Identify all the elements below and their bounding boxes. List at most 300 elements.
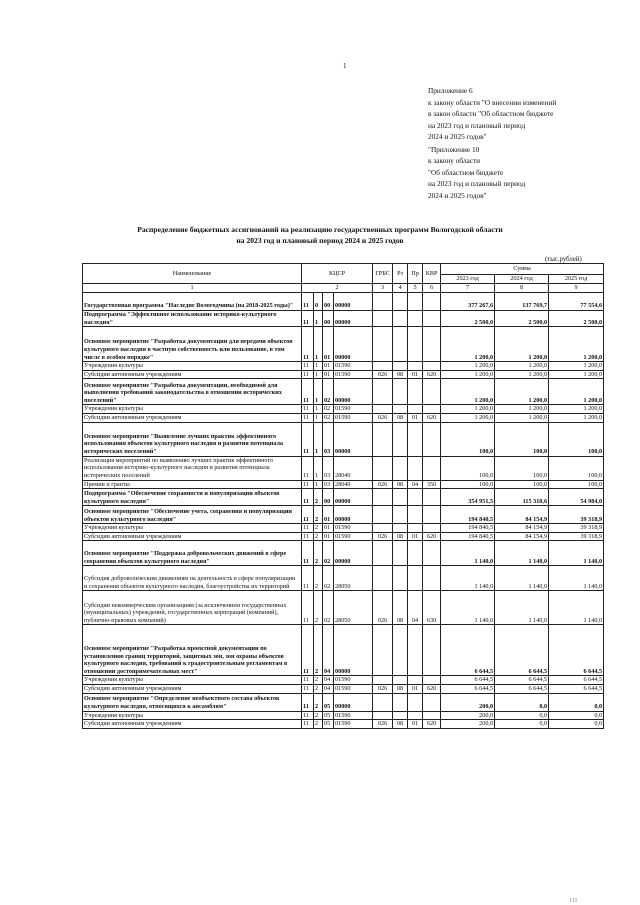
row-name: Основное мероприятие "Разработка документации для передачи объектов культурного наследия в частную собственность или пользование, в том числе в особом порядке" bbox=[83, 327, 302, 362]
amount-2025: 1 200,0 bbox=[549, 362, 604, 371]
table-row bbox=[83, 422, 604, 456]
kvr-code bbox=[423, 711, 441, 720]
kcsr-code: 01590 bbox=[334, 676, 373, 685]
kvr-code bbox=[423, 541, 441, 566]
corner-mark: 111 bbox=[569, 898, 578, 904]
grbs-code: 026 bbox=[373, 370, 393, 379]
kcsr-part: 2 bbox=[314, 693, 323, 711]
table-row bbox=[83, 379, 604, 405]
kvr-code bbox=[423, 566, 441, 591]
kcsr-part: 02 bbox=[323, 379, 334, 405]
row-name: Основное мероприятие "Поддержка добровольческих движений в сфере сохранения объектов культурного наследия" bbox=[83, 541, 302, 566]
kcsr-part: 11 bbox=[302, 405, 314, 414]
kcsr-part: 02 bbox=[323, 591, 334, 625]
amount-2023: 1 200,0 bbox=[441, 370, 495, 379]
amount-2025: 6 644,5 bbox=[549, 684, 604, 693]
table-row bbox=[83, 370, 604, 379]
pr-code bbox=[408, 311, 423, 327]
kcsr-code: 00000 bbox=[334, 327, 373, 362]
grbs-code bbox=[373, 327, 393, 362]
amount-2024: 100,0 bbox=[495, 422, 549, 456]
amount-2023: 2 500,0 bbox=[441, 311, 495, 327]
column-number: 7 bbox=[441, 284, 495, 293]
amount-2024: 1 200,0 bbox=[495, 327, 549, 362]
kcsr-part: 0 bbox=[314, 293, 323, 311]
rz-code: 08 bbox=[393, 532, 408, 541]
grbs-code: 026 bbox=[373, 480, 393, 489]
row-name: Субсидии автономным учреждениям bbox=[83, 684, 302, 693]
table-row bbox=[83, 489, 604, 506]
grbs-code bbox=[373, 506, 393, 524]
table-row bbox=[83, 720, 604, 729]
amount-2023: 6 644,5 bbox=[441, 625, 495, 676]
pr-code bbox=[408, 506, 423, 524]
kcsr-part: 11 bbox=[302, 311, 314, 327]
table-row bbox=[83, 566, 604, 591]
appendix-line: "Об областном бюджете bbox=[428, 167, 504, 177]
kcsr-part: 03 bbox=[323, 480, 334, 489]
table-row bbox=[83, 327, 604, 362]
kvr-code: 620 bbox=[423, 370, 441, 379]
amount-2023: 1 200,0 bbox=[441, 405, 495, 414]
header-year-2024: 2024 год bbox=[495, 275, 549, 284]
kcsr-part: 11 bbox=[302, 293, 314, 311]
grbs-code bbox=[373, 293, 393, 311]
amount-2025: 0,0 bbox=[549, 711, 604, 720]
rz-code bbox=[393, 524, 408, 533]
row-name: Учреждения культуры bbox=[83, 362, 302, 371]
kcsr-part: 1 bbox=[314, 362, 323, 371]
kcsr-code: 28040 bbox=[334, 456, 373, 480]
kcsr-part: 00 bbox=[323, 489, 334, 506]
row-name: Основное мероприятие "Разработка проектной документации по установлению границ территорий, защитных зон, зон охраны объектов культурного наследия, требований к градостроительным регламентам в отношении достопримечательных мест" bbox=[83, 625, 302, 676]
amount-2023: 194 840,5 bbox=[441, 532, 495, 541]
kcsr-part: 03 bbox=[323, 456, 334, 480]
kcsr-part: 11 bbox=[302, 720, 314, 729]
rz-code bbox=[393, 676, 408, 685]
header-name: Наименование bbox=[83, 264, 302, 284]
row-name: Основное мероприятие "Выявление лучших практик эффективного использования объектов культурного наследия и развития потенциала исторических поселений" bbox=[83, 422, 302, 456]
rz-code: 08 bbox=[393, 591, 408, 625]
amount-2023: 377 267,6 bbox=[441, 293, 495, 311]
kvr-code bbox=[423, 362, 441, 371]
table-row bbox=[83, 711, 604, 720]
kcsr-part: 11 bbox=[302, 541, 314, 566]
amount-2023: 100,0 bbox=[441, 422, 495, 456]
rz-code bbox=[393, 327, 408, 362]
grbs-code bbox=[373, 693, 393, 711]
kcsr-part: 04 bbox=[323, 684, 334, 693]
kvr-code bbox=[423, 405, 441, 414]
grbs-code: 026 bbox=[373, 413, 393, 422]
kcsr-part: 1 bbox=[314, 405, 323, 414]
kcsr-part: 11 bbox=[302, 532, 314, 541]
amount-2023: 194 840,5 bbox=[441, 506, 495, 524]
kcsr-code: 00000 bbox=[334, 693, 373, 711]
kcsr-code: 00000 bbox=[334, 311, 373, 327]
header-year-2023: 2023 год bbox=[441, 275, 495, 284]
row-name: Субсидия добровольческим движениям на деятельность в сфере популяризации и сохранения объектов культурного наследия, благоустройства их территорий bbox=[83, 566, 302, 591]
amount-2024: 2 500,0 bbox=[495, 311, 549, 327]
row-name: Учреждения культуры bbox=[83, 524, 302, 533]
amount-2025: 6 644,5 bbox=[549, 676, 604, 685]
pr-code bbox=[408, 625, 423, 676]
pr-code bbox=[408, 379, 423, 405]
appendix-line: в закон области "Об областном бюджете bbox=[428, 109, 554, 118]
kcsr-code: 01590 bbox=[334, 532, 373, 541]
table-row bbox=[83, 362, 604, 371]
kcsr-code: 01590 bbox=[334, 720, 373, 729]
kcsr-part: 11 bbox=[302, 422, 314, 456]
amount-2024: 0,0 bbox=[495, 720, 549, 729]
table-row bbox=[83, 293, 604, 311]
kcsr-part: 11 bbox=[302, 413, 314, 422]
kcsr-part: 01 bbox=[323, 506, 334, 524]
kvr-code bbox=[423, 676, 441, 685]
row-name: Основное мероприятие "Разработка документации, необходимой для выполнения требований законодательства в отношении исторических поселений" bbox=[83, 379, 302, 405]
amount-2024: 1 140,0 bbox=[495, 541, 549, 566]
table-row bbox=[83, 684, 604, 693]
grbs-code: 026 bbox=[373, 591, 393, 625]
kcsr-part: 00 bbox=[323, 293, 334, 311]
pr-code: 01 bbox=[408, 370, 423, 379]
rz-code bbox=[393, 379, 408, 405]
kcsr-part: 2 bbox=[314, 566, 323, 591]
pr-code bbox=[408, 524, 423, 533]
appendix-block bbox=[428, 85, 628, 201]
kcsr-code: 28050 bbox=[334, 591, 373, 625]
kcsr-code: 01590 bbox=[334, 524, 373, 533]
row-name: Субсидии некоммерческим организациям (за исключением государственных (муниципальных) учреждений, государственных корпораций (компаний), публично-правовых компаний) bbox=[83, 591, 302, 625]
kvr-code bbox=[423, 379, 441, 405]
table-row bbox=[83, 456, 604, 480]
appendix-line: 2024 и 2025 годов" bbox=[428, 190, 487, 200]
header-kcsr: КЦСР bbox=[302, 264, 373, 284]
pr-code bbox=[408, 405, 423, 414]
amount-2024: 1 140,0 bbox=[495, 591, 549, 625]
amount-2024: 0,0 bbox=[495, 711, 549, 720]
column-number: 1 bbox=[83, 284, 302, 293]
kcsr-part: 2 bbox=[314, 711, 323, 720]
kcsr-part: 02 bbox=[323, 413, 334, 422]
pr-code bbox=[408, 362, 423, 371]
kcsr-part: 00 bbox=[323, 311, 334, 327]
budget-table bbox=[82, 263, 604, 729]
appendix-line: на 2023 год и плановый период bbox=[428, 179, 526, 188]
table-row bbox=[83, 541, 604, 566]
kcsr-part: 1 bbox=[314, 370, 323, 379]
kcsr-part: 01 bbox=[323, 370, 334, 379]
grbs-code: 026 bbox=[373, 720, 393, 729]
pr-code: 01 bbox=[408, 413, 423, 422]
amount-2023: 1 200,0 bbox=[441, 413, 495, 422]
kcsr-code: 00000 bbox=[334, 379, 373, 405]
kcsr-part: 11 bbox=[302, 362, 314, 371]
grbs-code bbox=[373, 362, 393, 371]
kcsr-code: 01590 bbox=[334, 370, 373, 379]
row-name: Субсидии автономным учреждениям bbox=[83, 532, 302, 541]
kvr-code bbox=[423, 693, 441, 711]
appendix-line: к закону области bbox=[428, 156, 481, 165]
appendix-line: на 2023 год и плановый период bbox=[428, 120, 526, 130]
pr-code: 04 bbox=[408, 591, 423, 625]
kcsr-part: 11 bbox=[302, 480, 314, 489]
title-line-2: на 2023 год и плановый период 2024 и 2025 годов bbox=[236, 236, 404, 245]
grbs-code bbox=[373, 422, 393, 456]
kvr-code bbox=[423, 489, 441, 506]
kcsr-part: 02 bbox=[323, 541, 334, 566]
kcsr-part: 11 bbox=[302, 676, 314, 685]
amount-2024: 6 644,5 bbox=[495, 625, 549, 676]
rz-code bbox=[393, 311, 408, 327]
kcsr-part: 11 bbox=[302, 370, 314, 379]
pr-code bbox=[408, 489, 423, 506]
kvr-code bbox=[423, 506, 441, 524]
pr-code: 01 bbox=[408, 684, 423, 693]
kcsr-code: 00000 bbox=[334, 506, 373, 524]
units-note: (тыс.рублей) bbox=[545, 256, 582, 263]
amount-2025: 2 500,0 bbox=[549, 311, 604, 327]
rz-code bbox=[393, 693, 408, 711]
amount-2025: 100,0 bbox=[549, 422, 604, 456]
pr-code bbox=[408, 711, 423, 720]
amount-2024: 100,0 bbox=[495, 456, 549, 480]
row-name: Субсидии автономным учреждениям bbox=[83, 413, 302, 422]
kcsr-part: 04 bbox=[323, 676, 334, 685]
kcsr-code: 00000 bbox=[334, 625, 373, 676]
header-kvr: КВР bbox=[423, 264, 441, 284]
column-number: 5 bbox=[408, 284, 423, 293]
kcsr-part: 11 bbox=[302, 693, 314, 711]
kvr-code: 620 bbox=[423, 532, 441, 541]
pr-code: 01 bbox=[408, 532, 423, 541]
amount-2025: 1 200,0 bbox=[549, 370, 604, 379]
rz-code bbox=[393, 405, 408, 414]
amount-2024: 0,0 bbox=[495, 693, 549, 711]
table-row bbox=[83, 591, 604, 625]
grbs-code: 026 bbox=[373, 532, 393, 541]
kvr-code bbox=[423, 625, 441, 676]
kcsr-code: 01590 bbox=[334, 413, 373, 422]
kcsr-code: 01590 bbox=[334, 684, 373, 693]
kcsr-part: 1 bbox=[314, 456, 323, 480]
kvr-code bbox=[423, 293, 441, 311]
kvr-code: 630 bbox=[423, 591, 441, 625]
kvr-code bbox=[423, 311, 441, 327]
kcsr-part: 2 bbox=[314, 625, 323, 676]
document-title bbox=[0, 224, 640, 246]
kcsr-part: 11 bbox=[302, 591, 314, 625]
amount-2023: 194 840,5 bbox=[441, 524, 495, 533]
amount-2025: 1 140,0 bbox=[549, 566, 604, 591]
amount-2023: 1 200,0 bbox=[441, 379, 495, 405]
table-row bbox=[83, 524, 604, 533]
amount-2023: 354 951,5 bbox=[441, 489, 495, 506]
amount-2024: 1 200,0 bbox=[495, 370, 549, 379]
kcsr-part: 01 bbox=[323, 362, 334, 371]
amount-2023: 200,0 bbox=[441, 720, 495, 729]
kcsr-part: 11 bbox=[302, 566, 314, 591]
kcsr-part: 2 bbox=[314, 532, 323, 541]
amount-2023: 200,0 bbox=[441, 693, 495, 711]
amount-2023: 1 200,0 bbox=[441, 327, 495, 362]
kcsr-code: 00000 bbox=[334, 422, 373, 456]
amount-2024: 84 154,9 bbox=[495, 532, 549, 541]
rz-code: 08 bbox=[393, 413, 408, 422]
kcsr-part: 11 bbox=[302, 711, 314, 720]
amount-2025: 1 140,0 bbox=[549, 591, 604, 625]
row-name: Субсидии автономным учреждениям bbox=[83, 720, 302, 729]
column-number: 9 bbox=[549, 284, 604, 293]
header-sum: Сумма bbox=[441, 264, 604, 275]
kcsr-part: 11 bbox=[302, 625, 314, 676]
amount-2025: 1 140,0 bbox=[549, 541, 604, 566]
kcsr-part: 1 bbox=[314, 480, 323, 489]
kcsr-code: 01590 bbox=[334, 711, 373, 720]
amount-2023: 1 200,0 bbox=[441, 362, 495, 371]
amount-2024: 137 769,7 bbox=[495, 293, 549, 311]
kcsr-part: 11 bbox=[302, 524, 314, 533]
kcsr-code: 01590 bbox=[334, 405, 373, 414]
amount-2023: 1 140,0 bbox=[441, 541, 495, 566]
kcsr-part: 03 bbox=[323, 422, 334, 456]
appendix-line: к закону области "О внесении изменений bbox=[428, 97, 557, 107]
pr-code bbox=[408, 456, 423, 480]
kcsr-part: 05 bbox=[323, 693, 334, 711]
amount-2024: 6 644,5 bbox=[495, 684, 549, 693]
amount-2024: 1 200,0 bbox=[495, 405, 549, 414]
amount-2024: 1 200,0 bbox=[495, 379, 549, 405]
header-pr: Пр bbox=[408, 264, 423, 284]
pr-code bbox=[408, 422, 423, 456]
amount-2023: 200,0 bbox=[441, 711, 495, 720]
table-row bbox=[83, 506, 604, 524]
pr-code bbox=[408, 327, 423, 362]
kcsr-code: 28040 bbox=[334, 480, 373, 489]
column-number: 4 bbox=[393, 284, 408, 293]
pr-code bbox=[408, 541, 423, 566]
rz-code: 08 bbox=[393, 480, 408, 489]
page-mark: 1 bbox=[343, 62, 347, 70]
kcsr-part: 2 bbox=[314, 591, 323, 625]
kcsr-part: 1 bbox=[314, 327, 323, 362]
kcsr-part: 2 bbox=[314, 541, 323, 566]
amount-2024: 84 154,9 bbox=[495, 506, 549, 524]
kcsr-code: 00000 bbox=[334, 489, 373, 506]
row-name: Подпрограмма "Эффективное использование историко-культурного наследия" bbox=[83, 311, 302, 327]
amount-2023: 6 644,5 bbox=[441, 684, 495, 693]
kcsr-code: 01590 bbox=[334, 362, 373, 371]
kcsr-code: 00000 bbox=[334, 541, 373, 566]
column-number: 8 bbox=[495, 284, 549, 293]
header-row bbox=[83, 264, 604, 275]
column-number: 2 bbox=[302, 284, 373, 293]
grbs-code bbox=[373, 676, 393, 685]
kcsr-part: 1 bbox=[314, 422, 323, 456]
amount-2023: 1 140,0 bbox=[441, 566, 495, 591]
amount-2024: 84 154,9 bbox=[495, 524, 549, 533]
amount-2025: 100,0 bbox=[549, 480, 604, 489]
kcsr-part: 1 bbox=[314, 379, 323, 405]
row-name: Подпрограмма "Обеспечение сохранности и популяризации объектов культурного наследия" bbox=[83, 489, 302, 506]
kvr-code: 620 bbox=[423, 684, 441, 693]
grbs-code bbox=[373, 524, 393, 533]
rz-code: 08 bbox=[393, 370, 408, 379]
kcsr-part: 11 bbox=[302, 684, 314, 693]
table-row bbox=[83, 480, 604, 489]
row-name: Субсидии автономным учреждениям bbox=[83, 370, 302, 379]
amount-2025: 54 984,0 bbox=[549, 489, 604, 506]
rz-code bbox=[393, 456, 408, 480]
kcsr-part: 1 bbox=[314, 311, 323, 327]
amount-2025: 0,0 bbox=[549, 720, 604, 729]
row-name: Государственная программа "Наследие Вологодчины (на 2018-2025 годы)" bbox=[83, 293, 302, 311]
row-name: Основное мероприятие "Определение необъектного состава объектов культурного наследия, относящихся к ансамблям" bbox=[83, 693, 302, 711]
table-row bbox=[83, 625, 604, 676]
rz-code bbox=[393, 422, 408, 456]
amount-2025: 1 200,0 bbox=[549, 413, 604, 422]
row-name: Учреждения культуры bbox=[83, 711, 302, 720]
kcsr-part: 1 bbox=[314, 413, 323, 422]
grbs-code bbox=[373, 379, 393, 405]
pr-code bbox=[408, 693, 423, 711]
pr-code bbox=[408, 566, 423, 591]
pr-code: 01 bbox=[408, 720, 423, 729]
table-row bbox=[83, 676, 604, 685]
header-grbs: ГРБС bbox=[373, 264, 393, 284]
grbs-code bbox=[373, 541, 393, 566]
rz-code bbox=[393, 506, 408, 524]
kvr-code: 350 bbox=[423, 480, 441, 489]
rz-code bbox=[393, 489, 408, 506]
appendix-line: 2024 и 2025 годов" bbox=[428, 132, 487, 141]
amount-2023: 6 644,5 bbox=[441, 676, 495, 685]
kcsr-part: 2 bbox=[314, 684, 323, 693]
table-row bbox=[83, 405, 604, 414]
amount-2025: 0,0 bbox=[549, 693, 604, 711]
grbs-code: 026 bbox=[373, 684, 393, 693]
kcsr-part: 02 bbox=[323, 405, 334, 414]
rz-code: 08 bbox=[393, 720, 408, 729]
column-numbers-row bbox=[83, 284, 604, 293]
amount-2023: 100,0 bbox=[441, 480, 495, 489]
rz-code bbox=[393, 362, 408, 371]
row-name: Премии и гранты bbox=[83, 480, 302, 489]
kcsr-part: 2 bbox=[314, 524, 323, 533]
kvr-code bbox=[423, 456, 441, 480]
kcsr-part: 11 bbox=[302, 489, 314, 506]
grbs-code bbox=[373, 311, 393, 327]
kcsr-part: 01 bbox=[323, 532, 334, 541]
amount-2025: 77 554,6 bbox=[549, 293, 604, 311]
kcsr-part: 04 bbox=[323, 625, 334, 676]
amount-2025: 39 318,9 bbox=[549, 524, 604, 533]
table-row bbox=[83, 532, 604, 541]
column-number: 6 bbox=[423, 284, 441, 293]
amount-2025: 6 644,5 bbox=[549, 625, 604, 676]
amount-2025: 39 318,9 bbox=[549, 532, 604, 541]
column-number: 3 bbox=[373, 284, 393, 293]
header-year-2025: 2025 год bbox=[549, 275, 604, 284]
kcsr-part: 2 bbox=[314, 489, 323, 506]
kcsr-part: 11 bbox=[302, 506, 314, 524]
amount-2024: 6 644,5 bbox=[495, 676, 549, 685]
kvr-code bbox=[423, 327, 441, 362]
amount-2024: 115 318,6 bbox=[495, 489, 549, 506]
kcsr-part: 2 bbox=[314, 676, 323, 685]
amount-2023: 100,0 bbox=[441, 456, 495, 480]
amount-2024: 100,0 bbox=[495, 480, 549, 489]
